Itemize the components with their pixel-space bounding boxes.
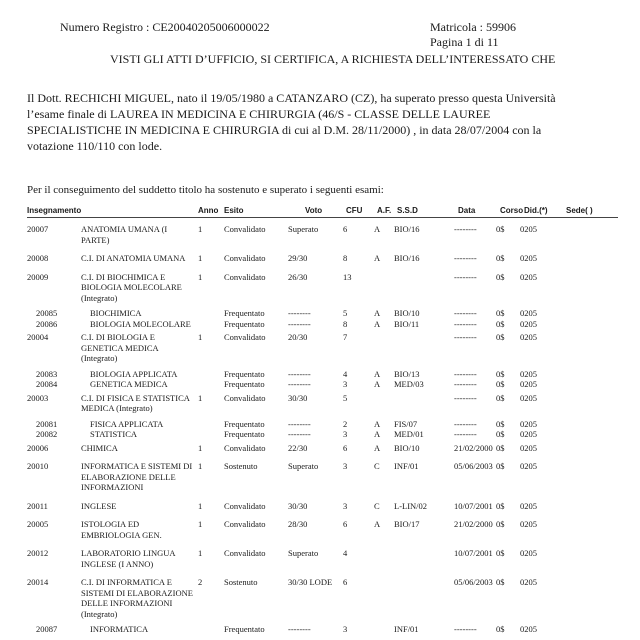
exam-course: 0$ bbox=[496, 368, 505, 379]
exam-sede bbox=[562, 379, 618, 390]
exam-af bbox=[374, 329, 394, 369]
exam-sede bbox=[562, 390, 618, 419]
exam-course: 0$ bbox=[496, 577, 505, 587]
exam-outcome: Frequentato bbox=[224, 368, 265, 379]
exam-course: 0$ bbox=[496, 379, 505, 389]
certification-line: l’esame finale di LAUREA IN MEDICINA E CHIRURGIA (46/S - CLASSE DELLE LAUREE bbox=[27, 107, 491, 121]
exam-grade: 20/30 bbox=[288, 332, 308, 342]
exam-date: -------- bbox=[454, 418, 477, 429]
exam-outcome: Frequentato bbox=[224, 308, 265, 318]
exam-date: -------- bbox=[454, 429, 477, 439]
exam-cfu: 6 bbox=[343, 224, 348, 234]
exam-code: 20006 bbox=[27, 442, 49, 453]
exam-cfu: 3 bbox=[343, 461, 348, 471]
exam-sede bbox=[562, 429, 618, 440]
exam-date: -------- bbox=[454, 368, 477, 379]
exam-did: 0205 bbox=[520, 461, 537, 471]
exam-ssd bbox=[394, 574, 454, 624]
exam-did: 0205 bbox=[520, 308, 537, 318]
exam-code: 20005 bbox=[27, 519, 49, 529]
table-row bbox=[27, 498, 618, 517]
exam-outcome: Convalidato bbox=[224, 442, 266, 453]
exam-grade: 30/30 LODE bbox=[288, 577, 333, 587]
exam-sede bbox=[562, 269, 618, 309]
exam-af: A bbox=[374, 368, 381, 379]
exam-name: INFORMATICA E SISTEMI DI ELABORAZIONE DELLE INFORMAZIONI bbox=[81, 461, 193, 492]
exam-af: A bbox=[374, 442, 381, 453]
exam-cfu: 5 bbox=[343, 308, 348, 318]
exam-course: 0$ bbox=[496, 332, 505, 342]
exam-outcome: Frequentato bbox=[224, 318, 265, 329]
exam-code: 20008 bbox=[27, 253, 49, 263]
exam-name: BIOLOGIA APPLICATA bbox=[90, 368, 178, 379]
exam-af: A bbox=[374, 308, 381, 318]
exam-course: 0$ bbox=[496, 253, 505, 263]
col-anno: Anno bbox=[198, 206, 219, 215]
exam-grade: Superato bbox=[288, 461, 319, 471]
exam-name: C.I. DI FISICA E STATISTICA MEDICA (Integrato) bbox=[81, 392, 190, 413]
exam-year bbox=[198, 429, 224, 440]
registry-number: Numero Registro : CE20040205006000022 bbox=[60, 20, 270, 34]
exam-cfu: 6 bbox=[343, 519, 348, 529]
exam-did: 0205 bbox=[520, 519, 537, 529]
exam-af: A bbox=[374, 253, 381, 263]
exam-ssd: MED/01 bbox=[394, 429, 424, 439]
exam-outcome: Convalidato bbox=[224, 548, 266, 558]
table-row bbox=[27, 390, 618, 419]
exam-cfu: 6 bbox=[343, 442, 348, 453]
exam-code: 20085 bbox=[36, 308, 58, 318]
exam-course: 0$ bbox=[496, 442, 505, 453]
col-ssd: S.S.D bbox=[397, 206, 418, 215]
exam-did: 0205 bbox=[520, 548, 537, 558]
exam-outcome: Sostenuto bbox=[224, 577, 258, 587]
exam-af: A bbox=[374, 318, 381, 329]
table-row bbox=[27, 319, 618, 330]
exam-did: 0205 bbox=[520, 379, 537, 389]
exam-year bbox=[198, 369, 224, 380]
exam-code: 20086 bbox=[36, 318, 58, 329]
exam-code: 20084 bbox=[36, 379, 58, 389]
exam-name: INGLESE bbox=[81, 500, 117, 511]
table-row bbox=[27, 458, 618, 498]
exam-code: 20083 bbox=[36, 368, 58, 379]
exam-ssd: BIO/10 bbox=[394, 442, 420, 453]
exam-outcome: Convalidato bbox=[224, 271, 266, 282]
table-row bbox=[27, 624, 618, 635]
exam-year bbox=[198, 308, 224, 319]
exam-ssd: BIO/11 bbox=[394, 318, 420, 329]
exam-year: 1 bbox=[198, 332, 203, 342]
exam-cfu: 3 bbox=[343, 624, 348, 634]
exam-af: A bbox=[374, 224, 381, 234]
exam-name: C.I. DI ANATOMIA UMANA bbox=[81, 253, 186, 263]
exam-grade: Superato bbox=[288, 548, 319, 558]
exam-did: 0205 bbox=[520, 332, 537, 342]
exam-course: 0$ bbox=[496, 318, 505, 329]
exam-code: 20014 bbox=[27, 577, 49, 587]
certification-line: Il Dott. RECHICHI MIGUEL, nato il 19/05/1980 a CATANZARO (CZ), ha superato presso questa Università bbox=[27, 91, 556, 105]
exam-af bbox=[374, 574, 394, 624]
exam-name: INFORMATICA bbox=[90, 624, 149, 634]
table-row bbox=[27, 419, 618, 430]
exam-sede bbox=[562, 545, 618, 574]
exam-course: 0$ bbox=[496, 548, 505, 558]
exam-code: 20012 bbox=[27, 548, 49, 558]
exam-code: 20082 bbox=[36, 429, 58, 439]
exam-cfu: 4 bbox=[343, 368, 348, 379]
exam-sede bbox=[562, 369, 618, 380]
exam-did: 0205 bbox=[520, 253, 537, 263]
exam-name: BIOLOGIA MOLECOLARE bbox=[90, 318, 191, 329]
exam-grade: -------- bbox=[288, 368, 311, 379]
exam-af: A bbox=[374, 429, 381, 439]
exam-outcome: Sostenuto bbox=[224, 461, 258, 471]
exam-sede bbox=[562, 458, 618, 498]
exam-outcome: Convalidato bbox=[224, 500, 266, 511]
exam-date: -------- bbox=[454, 379, 477, 389]
exam-af bbox=[374, 269, 394, 309]
exam-ssd: INF/01 bbox=[394, 624, 419, 634]
exam-outcome: Frequentato bbox=[224, 624, 265, 634]
exam-ssd: BIO/13 bbox=[394, 368, 420, 379]
exam-ssd bbox=[394, 545, 454, 574]
exams-table bbox=[27, 221, 618, 635]
exam-ssd: BIO/17 bbox=[394, 519, 420, 529]
exam-date: -------- bbox=[454, 253, 477, 263]
exam-course: 0$ bbox=[496, 308, 505, 318]
exam-name: BIOCHIMICA bbox=[90, 308, 142, 318]
exam-course: 0$ bbox=[496, 429, 505, 439]
exam-sede bbox=[562, 319, 618, 330]
col-sede: Sede( ) bbox=[566, 206, 593, 215]
exam-code: 20003 bbox=[27, 392, 49, 403]
table-row bbox=[27, 269, 618, 309]
certification-text bbox=[27, 90, 556, 154]
col-voto: Voto bbox=[305, 206, 323, 215]
exam-date: 21/02/2000 bbox=[454, 519, 493, 529]
exam-ssd: MED/03 bbox=[394, 379, 424, 389]
exam-sede bbox=[562, 419, 618, 430]
exam-grade: 22/30 bbox=[288, 442, 308, 453]
exam-ssd bbox=[394, 390, 454, 419]
exam-name: GENETICA MEDICA bbox=[90, 379, 168, 389]
exam-af: C bbox=[374, 500, 380, 511]
exam-ssd: L-LIN/02 bbox=[394, 500, 428, 511]
exam-name: FISICA APPLICATA bbox=[90, 418, 164, 429]
exam-sede bbox=[562, 516, 618, 545]
exam-year: 1 bbox=[198, 224, 203, 234]
exam-year: 1 bbox=[198, 519, 203, 529]
exam-cfu: 3 bbox=[343, 429, 348, 439]
exam-af: A bbox=[374, 379, 381, 389]
exam-outcome: Convalidato bbox=[224, 392, 266, 403]
exam-ssd: BIO/16 bbox=[394, 253, 420, 263]
exam-grade: -------- bbox=[288, 624, 311, 634]
table-row bbox=[27, 516, 618, 545]
exam-code: 20009 bbox=[27, 271, 49, 282]
exam-year: 1 bbox=[198, 461, 203, 471]
exam-af: C bbox=[374, 461, 380, 471]
exam-cfu: 8 bbox=[343, 318, 348, 329]
table-row bbox=[27, 369, 618, 380]
exam-year: 1 bbox=[198, 392, 203, 403]
exam-did: 0205 bbox=[520, 577, 537, 587]
exam-ssd: FIS/07 bbox=[394, 418, 418, 429]
exam-sede bbox=[562, 440, 618, 459]
exam-course: 0$ bbox=[496, 624, 505, 634]
exam-grade: -------- bbox=[288, 429, 311, 439]
exam-outcome: Convalidato bbox=[224, 253, 266, 263]
col-af: A.F. bbox=[377, 206, 392, 215]
exam-course: 0$ bbox=[496, 461, 505, 471]
exam-af bbox=[374, 390, 394, 419]
table-row bbox=[27, 379, 618, 390]
col-data: Data bbox=[458, 206, 476, 215]
exam-name: C.I. DI BIOLOGIA E GENETICA MEDICA (Integrato) bbox=[81, 332, 159, 363]
exam-name: CHIMICA bbox=[81, 442, 118, 453]
exam-cfu: 3 bbox=[343, 379, 348, 389]
exam-course: 0$ bbox=[496, 224, 505, 234]
table-row bbox=[27, 440, 618, 459]
exam-outcome: Frequentato bbox=[224, 429, 265, 439]
exam-cfu: 6 bbox=[343, 577, 348, 587]
exam-code: 20011 bbox=[27, 500, 48, 511]
exam-year: 1 bbox=[198, 442, 203, 453]
exam-did: 0205 bbox=[520, 418, 537, 429]
exam-code: 20004 bbox=[27, 332, 49, 342]
table-row bbox=[27, 221, 618, 250]
exam-sede bbox=[562, 498, 618, 517]
exam-date: -------- bbox=[454, 624, 477, 634]
exam-name: LABORATORIO LINGUA INGLESE (I ANNO) bbox=[81, 548, 176, 569]
exam-outcome: Frequentato bbox=[224, 379, 265, 389]
exam-name: STATISTICA bbox=[90, 429, 138, 439]
exam-grade: -------- bbox=[288, 418, 311, 429]
exam-code: 20010 bbox=[27, 461, 49, 471]
table-row bbox=[27, 574, 618, 624]
exam-date: 10/07/2001 bbox=[454, 500, 493, 511]
exam-year bbox=[198, 624, 224, 635]
exam-grade: Superato bbox=[288, 224, 319, 234]
exam-course: 0$ bbox=[496, 392, 505, 403]
exam-date: 10/07/2001 bbox=[454, 548, 493, 558]
table-row bbox=[27, 429, 618, 440]
table-row bbox=[27, 545, 618, 574]
col-corso: Corso bbox=[500, 206, 524, 215]
certification-title: VISTI GLI ATTI D’UFFICIO, SI CERTIFICA, A RICHIESTA DELL’INTERESSATO CHE bbox=[110, 52, 556, 66]
certification-line: votazione 110/110 con lode. bbox=[27, 139, 163, 153]
exam-did: 0205 bbox=[520, 429, 537, 439]
col-did: Did.(*) bbox=[524, 206, 548, 215]
matricola: Matricola : 59906 bbox=[430, 20, 516, 34]
certification-line: SPECIALISTICHE IN MEDICINA E CHIRURGIA di cui al D.M. 28/11/2000) , in data 28/07/2004 con la bbox=[27, 123, 542, 137]
exam-grade: 26/30 bbox=[288, 271, 308, 282]
exam-cfu: 5 bbox=[343, 392, 348, 403]
exam-cfu: 8 bbox=[343, 253, 348, 263]
exam-cfu: 7 bbox=[343, 332, 348, 342]
exam-name: C.I. DI INFORMATICA E SISTEMI DI ELABORAZIONE DELLE INFORMAZIONI (Integrato) bbox=[81, 577, 193, 619]
exam-date: -------- bbox=[454, 224, 477, 234]
exam-cfu: 2 bbox=[343, 418, 348, 429]
exam-outcome: Convalidato bbox=[224, 224, 266, 234]
exam-grade: 28/30 bbox=[288, 519, 308, 529]
exam-date: -------- bbox=[454, 271, 477, 282]
exam-ssd bbox=[394, 269, 454, 309]
exam-ssd: BIO/10 bbox=[394, 308, 420, 318]
exam-year: 1 bbox=[198, 253, 203, 263]
exam-course: 0$ bbox=[496, 418, 505, 429]
exam-year: 1 bbox=[198, 500, 203, 511]
exam-sede bbox=[562, 624, 618, 635]
exam-name: ISTOLOGIA ED EMBRIOLOGIA GEN. bbox=[81, 519, 162, 540]
col-cfu: CFU bbox=[346, 206, 363, 215]
table-row bbox=[27, 250, 618, 269]
exams-intro: Per il conseguimento del suddetto titolo ha sostenuto e superato i seguenti esami: bbox=[27, 184, 384, 196]
exam-did: 0205 bbox=[520, 318, 537, 329]
exam-did: 0205 bbox=[520, 392, 537, 403]
exam-sede bbox=[562, 221, 618, 250]
exam-did: 0205 bbox=[520, 368, 537, 379]
exam-name: ANATOMIA UMANA (I PARTE) bbox=[81, 224, 168, 245]
exam-ssd: INF/01 bbox=[394, 461, 419, 471]
exam-grade: -------- bbox=[288, 308, 311, 318]
col-insegnamento: Insegnamento bbox=[27, 206, 82, 215]
exam-code: 20081 bbox=[36, 418, 58, 429]
exam-year: 2 bbox=[198, 577, 203, 587]
exam-year: 1 bbox=[198, 271, 203, 282]
exam-course: 0$ bbox=[496, 500, 505, 511]
exam-cfu: 4 bbox=[343, 548, 348, 558]
exam-date: 05/06/2003 bbox=[454, 577, 493, 587]
exam-did: 0205 bbox=[520, 500, 537, 511]
exam-course: 0$ bbox=[496, 271, 505, 282]
exam-outcome: Convalidato bbox=[224, 519, 266, 529]
exam-sede bbox=[562, 308, 618, 319]
exam-grade: -------- bbox=[288, 379, 311, 389]
exam-cfu: 13 bbox=[343, 271, 352, 282]
exam-name: C.I. DI BIOCHIMICA E BIOLOGIA MOLECOLARE (Integrato) bbox=[81, 271, 182, 303]
exam-did: 0205 bbox=[520, 442, 537, 453]
col-esito: Esito bbox=[224, 206, 244, 215]
exam-year bbox=[198, 379, 224, 390]
exam-did: 0205 bbox=[520, 624, 537, 634]
exam-year bbox=[198, 419, 224, 430]
exam-date: 21/02/2000 bbox=[454, 442, 493, 453]
exam-af bbox=[374, 624, 394, 635]
exam-date: -------- bbox=[454, 308, 477, 318]
exam-ssd bbox=[394, 329, 454, 369]
table-row bbox=[27, 329, 618, 369]
exam-af bbox=[374, 545, 394, 574]
exam-sede bbox=[562, 329, 618, 369]
exam-date: 05/06/2003 bbox=[454, 461, 493, 471]
exam-grade: -------- bbox=[288, 318, 311, 329]
exam-grade: 30/30 bbox=[288, 500, 308, 511]
exam-code: 20087 bbox=[36, 624, 58, 634]
exam-date: -------- bbox=[454, 332, 477, 342]
exam-date: -------- bbox=[454, 318, 477, 329]
exam-course: 0$ bbox=[496, 519, 505, 529]
exam-sede bbox=[562, 250, 618, 269]
page-number: Pagina 1 di 11 bbox=[430, 35, 499, 49]
exam-af: A bbox=[374, 519, 381, 529]
header-rule bbox=[27, 217, 618, 218]
exam-cfu: 3 bbox=[343, 500, 348, 511]
exam-af: A bbox=[374, 418, 381, 429]
exam-year bbox=[198, 319, 224, 330]
exam-code: 20007 bbox=[27, 224, 49, 234]
exam-did: 0205 bbox=[520, 224, 537, 234]
exam-sede bbox=[562, 574, 618, 624]
table-row bbox=[27, 308, 618, 319]
exam-grade: 30/30 bbox=[288, 392, 308, 403]
exam-outcome: Convalidato bbox=[224, 332, 266, 342]
exam-year: 1 bbox=[198, 548, 203, 558]
exam-grade: 29/30 bbox=[288, 253, 308, 263]
exam-ssd: BIO/16 bbox=[394, 224, 420, 234]
exam-outcome: Frequentato bbox=[224, 418, 265, 429]
exam-did: 0205 bbox=[520, 271, 537, 282]
exam-date: -------- bbox=[454, 392, 477, 403]
